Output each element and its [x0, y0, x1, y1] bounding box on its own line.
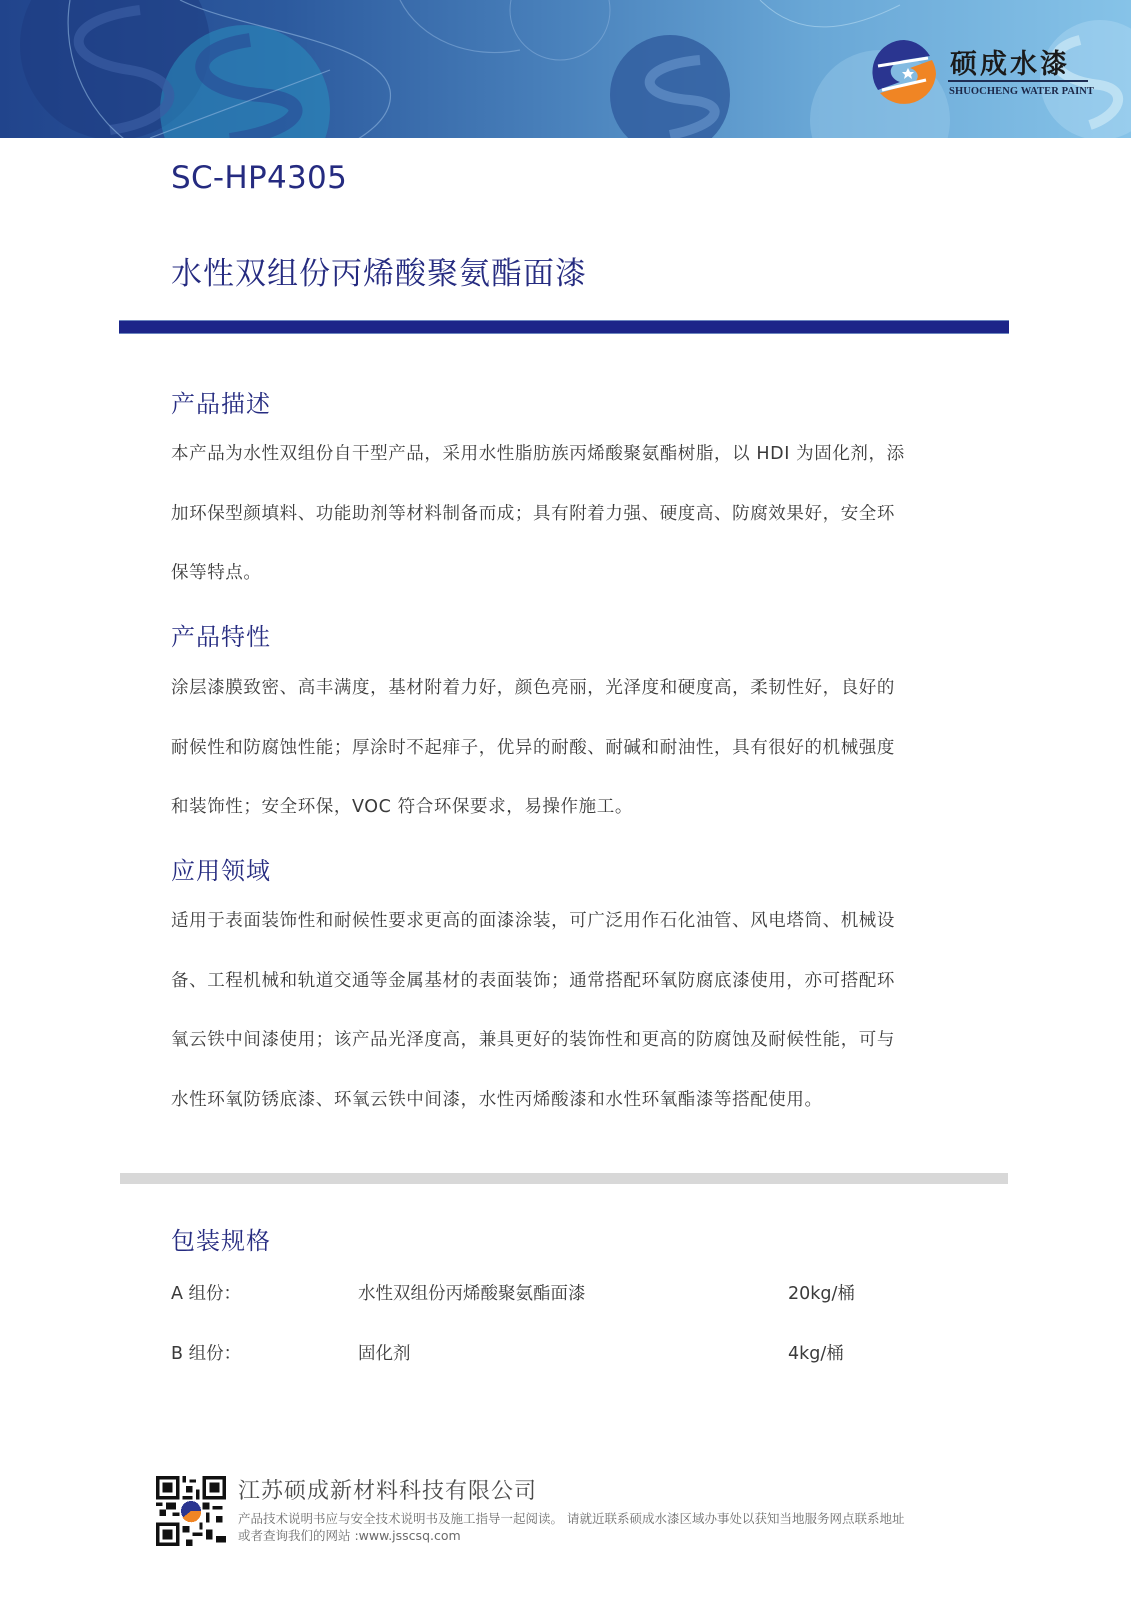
- brand-name-cn: 硕成水漆: [950, 49, 1070, 80]
- paragraph-line: 和装饰性；安全环保，VOC 符合环保要求，易操作施工。: [171, 797, 633, 817]
- brand-logo: [870, 38, 1100, 108]
- packaging-description: 水性双组份丙烯酸聚氨酯面漆: [358, 1284, 586, 1304]
- section-body-features: [171, 673, 971, 852]
- paragraph-line: 适用于表面装饰性和耐候性要求更高的面漆涂装，可广泛用作石化油管、风电塔筒、机械设: [171, 911, 895, 931]
- packaging-size: 4kg/桶: [788, 1344, 844, 1364]
- packaging-row: [171, 1280, 1001, 1310]
- paragraph-line: 保等特点。: [171, 563, 262, 583]
- company-name: 江苏硕成新材料科技有限公司: [238, 1479, 538, 1504]
- packaging-row: [171, 1340, 1001, 1370]
- section-heading-packaging: 包装规格: [171, 1227, 271, 1255]
- section-body-description: [171, 439, 971, 618]
- brand-divider: [948, 80, 1088, 82]
- footer-website[interactable]: 或者查询我们的网站 :www.jsscsq.com: [238, 1528, 461, 1543]
- packaging-component: B 组份：: [171, 1344, 242, 1364]
- paragraph-line: 涂层漆膜致密、高丰满度，基材附着力好，颜色亮丽，光泽度和硬度高，柔韧性好，良好的: [171, 678, 895, 698]
- product-name: 水性双组份丙烯酸聚氨酯面漆: [171, 256, 587, 292]
- section-divider: [120, 1173, 1008, 1184]
- packaging-size: 20kg/桶: [788, 1284, 855, 1304]
- paragraph-line: 本产品为水性双组份自干型产品，采用水性脂肪族丙烯酸聚氨酯树脂，以 HDI 为固化剂，添: [171, 444, 905, 464]
- section-heading-applications: 应用领域: [171, 857, 271, 885]
- footer: [156, 1476, 976, 1546]
- footer-notice-line: 产品技术说明书应与安全技术说明书及施工指导一起阅读。 请就近联系硕成水漆区域办事处以获知当地服务网点联系地址: [238, 1511, 905, 1526]
- paragraph-line: 氧云铁中间漆使用；该产品光泽度高，兼具更好的装饰性和更高的防腐蚀及耐候性能，可与: [171, 1030, 895, 1050]
- packaging-component: A 组份：: [171, 1284, 242, 1304]
- shuocheng-logo-icon: [870, 38, 938, 106]
- section-body-applications: [171, 906, 971, 1144]
- section-heading-description: 产品描述: [171, 390, 271, 418]
- section-heading-features: 产品特性: [171, 623, 271, 651]
- paragraph-line: 耐候性和防腐蚀性能；厚涂时不起痱子，优异的耐酸、耐碱和耐油性，具有很好的机械强度: [171, 737, 895, 758]
- paragraph-line: 加环保型颜填料、功能助剂等材料制备而成；具有附着力强、硬度高、防腐效果好，安全环: [171, 503, 895, 524]
- packaging-description: 固化剂: [358, 1344, 411, 1364]
- product-code: SC-HP4305: [171, 160, 348, 196]
- footer-notice: [238, 1510, 904, 1544]
- title-divider: [119, 320, 1009, 334]
- brand-name-en: SHUOCHENG WATER PAINT: [949, 86, 1095, 97]
- header-banner: [0, 0, 1131, 138]
- paragraph-line: 备、工程机械和轨道交通等金属基材的表面装饰；通常搭配环氧防腐底漆使用，亦可搭配环: [171, 970, 895, 991]
- paragraph-line: 水性环氧防锈底漆、环氧云铁中间漆，水性丙烯酸漆和水性环氧酯漆等搭配使用。: [171, 1089, 823, 1110]
- qr-code-icon[interactable]: [156, 1476, 226, 1546]
